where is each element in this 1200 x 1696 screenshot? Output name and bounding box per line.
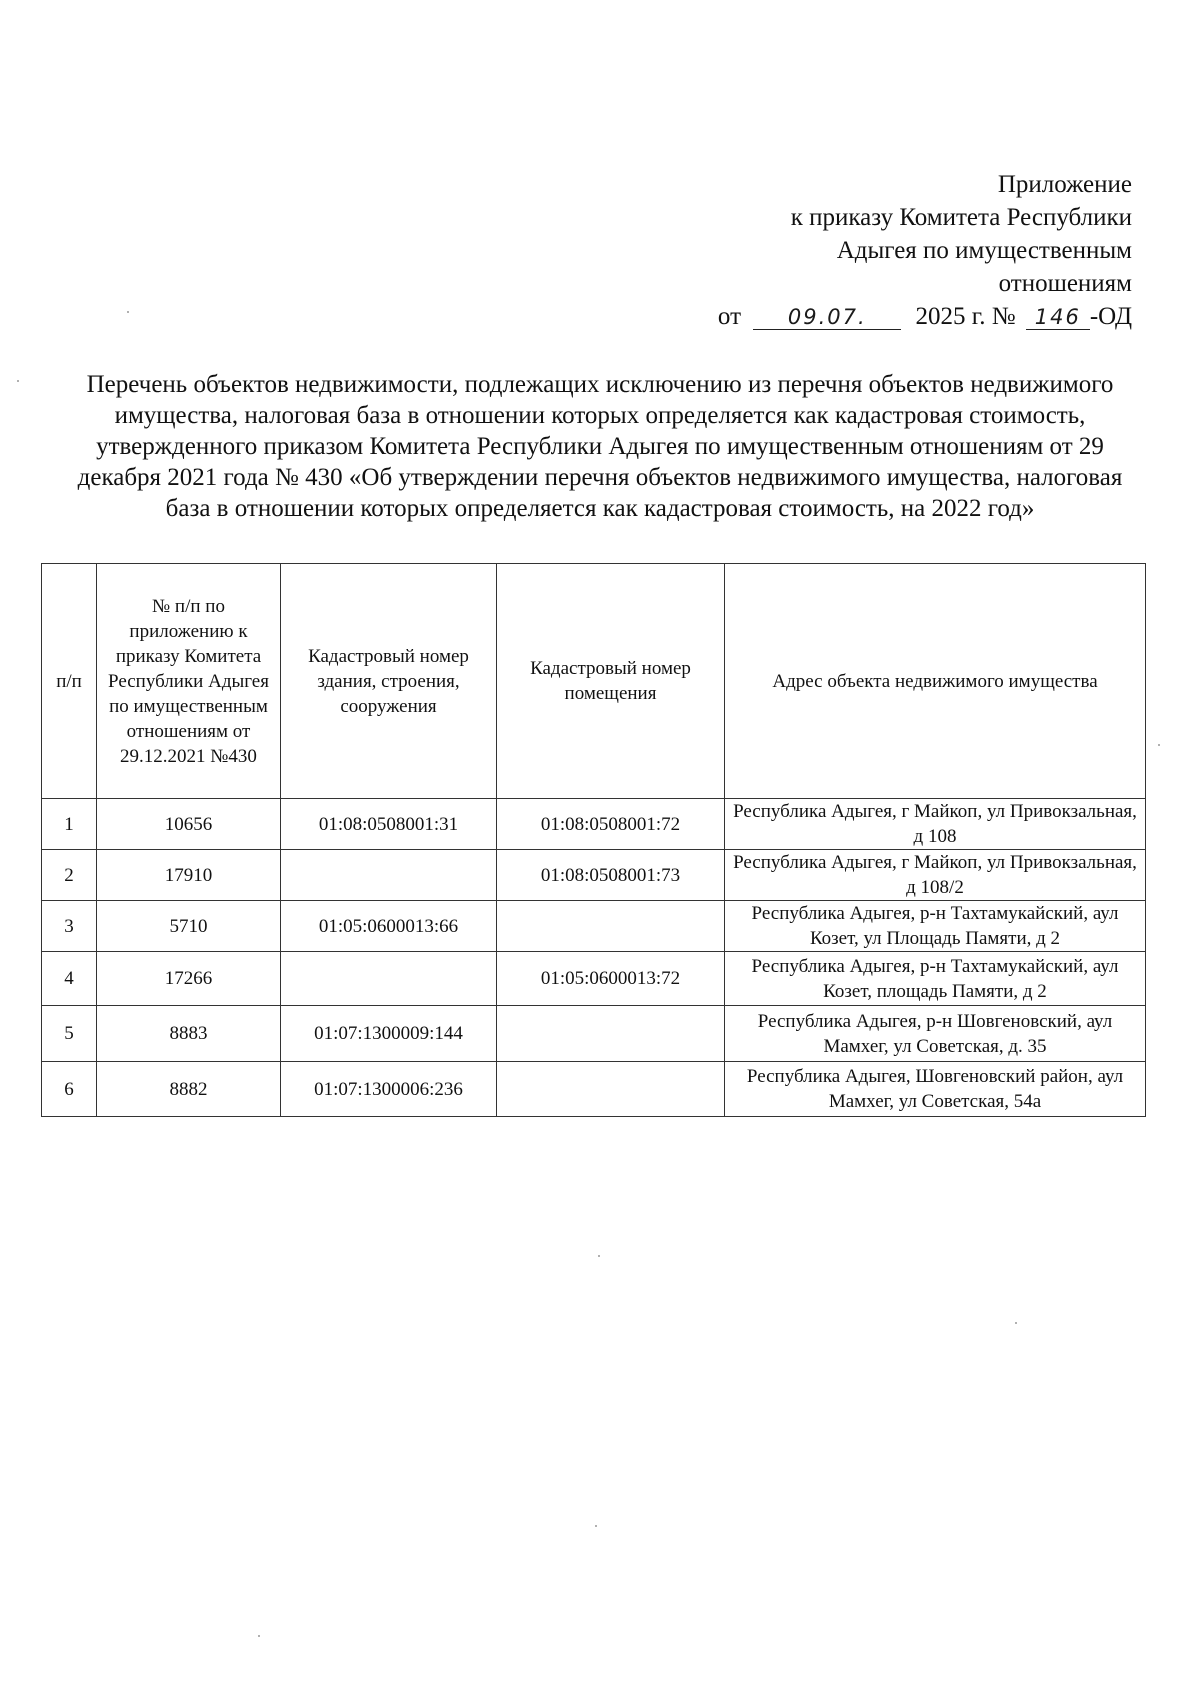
appendix-line: отношениям	[998, 270, 1132, 297]
cell-building-cadastral: 01:08:0508001:31	[281, 799, 497, 850]
cell-building-cadastral: 01:07:1300006:236	[281, 1062, 497, 1117]
order-date-line	[718, 300, 1132, 333]
objects-table	[41, 563, 1146, 1117]
scan-speck	[598, 1255, 600, 1257]
from-label: от	[717, 303, 742, 330]
cell-room-cadastral	[497, 901, 725, 952]
scan-speck	[1158, 744, 1160, 746]
scan-speck	[1015, 1322, 1017, 1324]
table-row	[42, 799, 1146, 850]
scan-speck	[258, 1635, 260, 1637]
cell-number: 4	[42, 952, 97, 1006]
appendix-block	[718, 168, 1132, 333]
handwritten-number: 146	[1026, 305, 1090, 330]
cell-number: 1	[42, 799, 97, 850]
scan-speck	[595, 1525, 597, 1527]
appendix-line: Адыгея по имущественным	[836, 237, 1132, 264]
order-suffix: -ОД	[1089, 303, 1132, 330]
cell-reference: 8883	[97, 1006, 281, 1062]
header-cell-number: п/п	[42, 564, 97, 799]
cell-room-cadastral: 01:08:0508001:72	[497, 799, 725, 850]
handwritten-date: 09.07.	[753, 305, 901, 330]
table-header-row	[42, 564, 1146, 799]
cell-room-cadastral: 01:05:0600013:72	[497, 952, 725, 1006]
table-row	[42, 901, 1146, 952]
cell-building-cadastral	[281, 850, 497, 901]
cell-reference: 17910	[97, 850, 281, 901]
cell-reference: 10656	[97, 799, 281, 850]
table-row	[42, 850, 1146, 901]
scan-speck	[127, 311, 129, 313]
header-cell-reference: № п/п по приложению к приказу Комитета Республики Адыгея по имущественным отношениям от 29.12.2021 №430	[97, 564, 281, 799]
cell-building-cadastral	[281, 952, 497, 1006]
cell-room-cadastral	[497, 1062, 725, 1117]
cell-address: Республика Адыгея, Шовгеновский район, аул Мамхег, ул Советская, 54а	[725, 1062, 1146, 1117]
cell-number: 3	[42, 901, 97, 952]
cell-reference: 17266	[97, 952, 281, 1006]
table-row	[42, 952, 1146, 1006]
document-title: Перечень объектов недвижимости, подлежащих исключению из перечня объектов недвижимого имущества, налоговая база в отношении которых определяется как кадастровая стоимость, утвержденного приказом Комитета Республики Адыгея по имущественным отношениям от 29 декабря 2021 года № 430 «Об утверждении перечня объектов недвижимого имущества, налоговая база в отношении которых определяется как кадастровая стоимость, на 2022 год»	[77, 371, 1123, 522]
cell-reference: 5710	[97, 901, 281, 952]
table-row	[42, 1062, 1146, 1117]
cell-building-cadastral: 01:07:1300009:144	[281, 1006, 497, 1062]
cell-building-cadastral: 01:05:0600013:66	[281, 901, 497, 952]
appendix-line: к приказу Комитета Республики	[790, 204, 1132, 231]
scan-speck	[17, 380, 19, 382]
cell-number: 5	[42, 1006, 97, 1062]
cell-address: Республика Адыгея, г Майкоп, ул Привокзальная, д 108	[725, 799, 1146, 850]
cell-room-cadastral: 01:08:0508001:73	[497, 850, 725, 901]
cell-address: Республика Адыгея, р-н Шовгеновский, аул Мамхег, ул Советская, д. 35	[725, 1006, 1146, 1062]
header-cell-address: Адрес объекта недвижимого имущества	[725, 564, 1146, 799]
cell-address: Республика Адыгея, р-н Тахтамукайский, аул Козет, площадь Памяти, д 2	[725, 952, 1146, 1006]
year-text: 2025 г. №	[915, 303, 1016, 330]
table-row	[42, 1006, 1146, 1062]
header-cell-room-cadastral: Кадастровый номер помещения	[497, 564, 725, 799]
cell-address: Республика Адыгея, р-н Тахтамукайский, аул Козет, ул Площадь Памяти, д 2	[725, 901, 1146, 952]
cell-number: 2	[42, 850, 97, 901]
cell-room-cadastral	[497, 1006, 725, 1062]
appendix-line: Приложение	[997, 171, 1132, 198]
cell-address: Республика Адыгея, г Майкоп, ул Привокзальная, д 108/2	[725, 850, 1146, 901]
cell-number: 6	[42, 1062, 97, 1117]
cell-reference: 8882	[97, 1062, 281, 1117]
header-cell-building-cadastral: Кадастровый номер здания, строения, сооружения	[281, 564, 497, 799]
